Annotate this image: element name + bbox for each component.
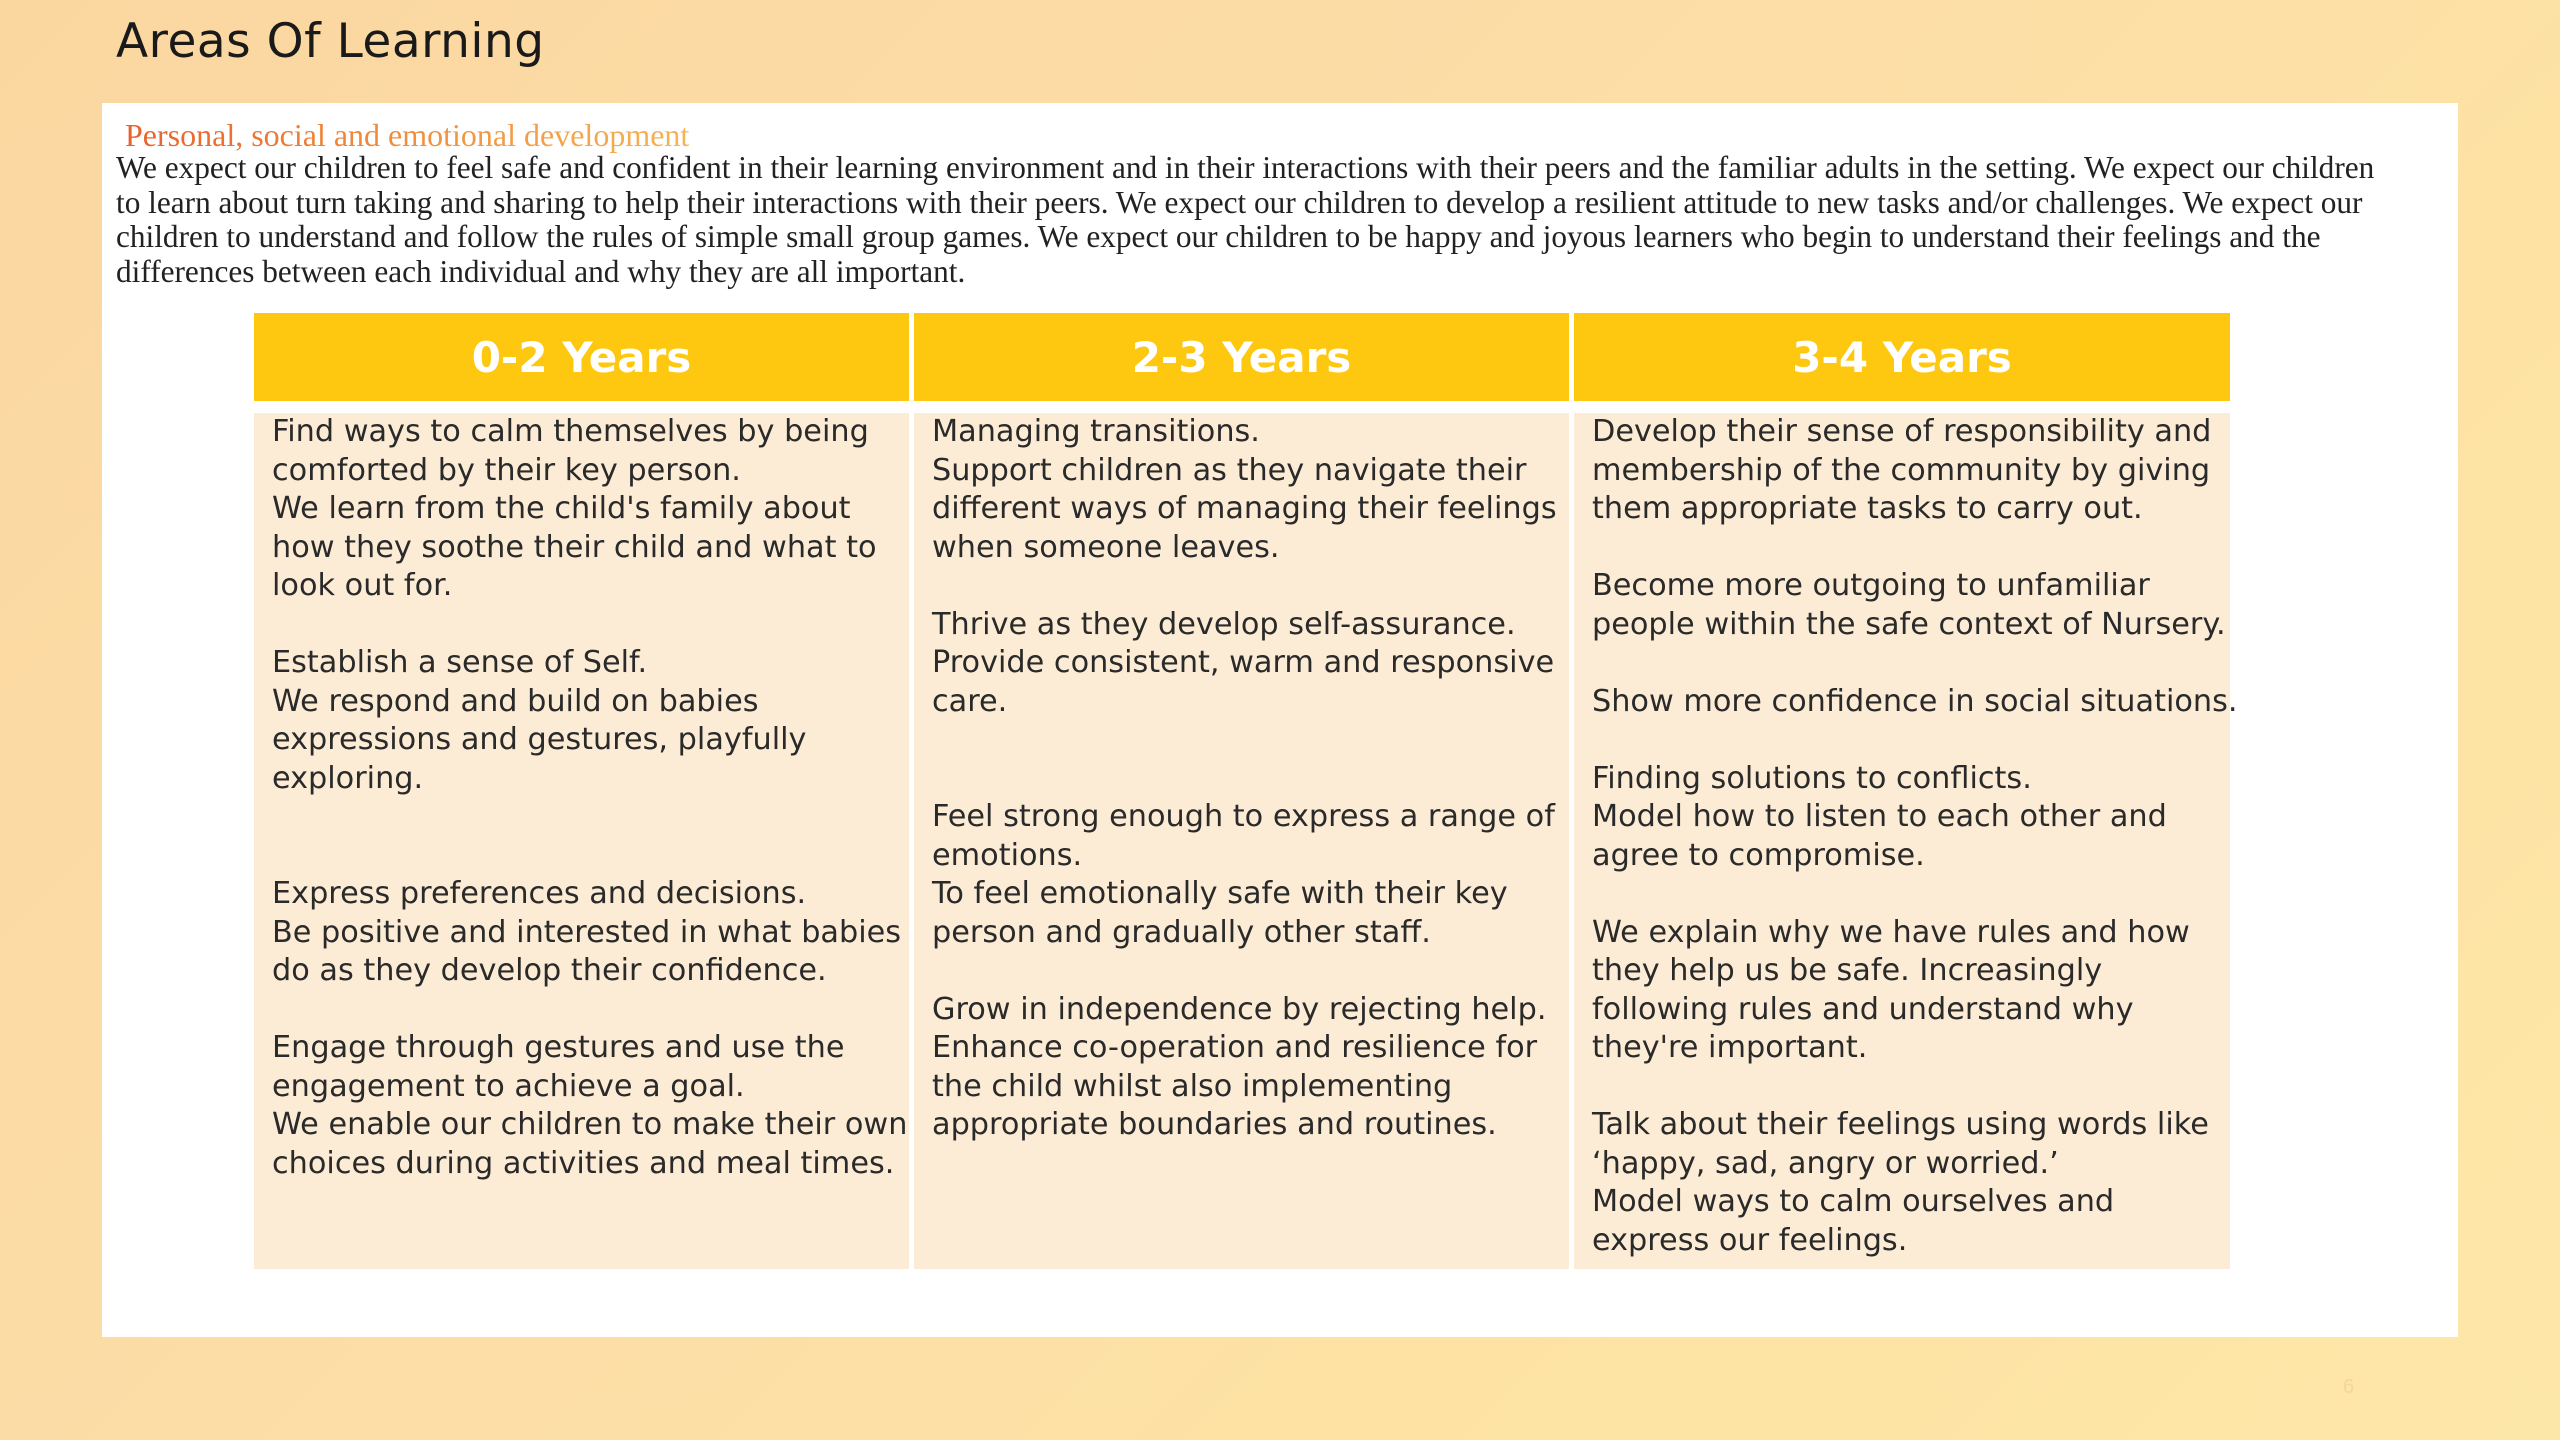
column-text-line: Show more confidence in social situations. (1592, 683, 2238, 719)
column-text-line: Thrive as they develop self-assurance. (932, 606, 1516, 642)
column-text-line: Grow in independence by rejecting help. (932, 991, 1547, 1027)
column-text-line: Express preferences and decisions. (272, 876, 807, 911)
column-text-line: when someone leaves. (932, 529, 1280, 565)
column-text-line: person and gradually other staff. (932, 914, 1431, 950)
content-panel (102, 103, 2458, 1337)
header-3-4-years: 3-4 Years (1574, 313, 2230, 401)
column-text-line: comforted by their key person. (272, 452, 741, 488)
column-text-line (1592, 721, 2216, 760)
column-text-line: agree to compromise. (1592, 837, 1925, 873)
column-text-line: different ways of managing their feelings (932, 491, 1557, 526)
column-text-line: Finding solutions to conflicts. (1592, 760, 2032, 796)
column-text-line: do as they develop their confidence. (272, 953, 827, 988)
column-text-line (272, 798, 895, 837)
section-heading: Personal, social and emotional development (125, 117, 690, 153)
column-text-line: the child whilst also implementing (932, 1068, 1453, 1104)
column-text-line: Enhance co-operation and resilience for (932, 1030, 1538, 1065)
column-text-line (1592, 1068, 2216, 1107)
column-3-4-years (1574, 413, 2238, 1269)
column-text-line: people within the safe context of Nursery. (1592, 606, 2226, 642)
column-2-3-years (914, 413, 1569, 1269)
column-text-line: expressions and gestures, playfully (272, 722, 807, 757)
column-text-line (932, 760, 1555, 799)
page-number: 6 (2343, 1376, 2355, 1398)
column-text-line: Model how to listen to each other and (1592, 799, 2167, 834)
column-text-line: Engage through gestures and use the (272, 1030, 845, 1065)
column-text-line (932, 952, 1555, 991)
column-text-line: Support children as they navigate their (932, 452, 1527, 488)
column-0-2-years (254, 413, 909, 1269)
column-text-line: To feel emotionally safe with their key (932, 876, 1508, 911)
column-text-line: express our feelings. (1592, 1222, 1908, 1258)
column-text-line: look out for. (272, 568, 453, 603)
column-text-line: they're important. (1592, 1030, 1868, 1065)
header-2-3-years: 2-3 Years (914, 313, 1569, 401)
column-text-line: they help us be safe. Increasingly (1592, 953, 2103, 988)
column-text-line: membership of the community by giving (1592, 452, 2211, 488)
column-text-line: appropriate boundaries and routines. (932, 1107, 1497, 1142)
column-text-line: ‘happy, sad, angry or worried.’ (1592, 1145, 2059, 1181)
column-text-line: Find ways to calm themselves by being (272, 414, 869, 449)
column-text-line (272, 606, 895, 645)
column-text-line: care. (932, 683, 1008, 719)
column-text-line: Be positive and interested in what babies (272, 914, 902, 950)
column-text-line (272, 991, 895, 1030)
column-text-line: Managing transitions. (932, 414, 1260, 449)
column-text-line: them appropriate tasks to carry out. (1592, 491, 2143, 526)
section-intro: We expect our children to feel safe and confident in their learning environment and in their interactions with their peers and the familiar adults in the setting. We expect our children to learn about turn taking and sharing to help their interactions with their peers. We expect our children to develop a resilient attitude to new tasks and/or challenges. We expect our children to understand and follow the rules of simple small group games. We expect our children to be happy and joyous learners who begin to understand their feelings and the differences between each individual and why they are all important. (116, 150, 2375, 289)
column-text-line: Establish a sense of Self. (272, 645, 648, 680)
column-text-line: choices during activities and meal times. (272, 1145, 895, 1181)
column-text-line (932, 721, 1555, 760)
column-text-line: Model ways to calm ourselves and (1592, 1184, 2115, 1219)
column-text-line (272, 837, 895, 876)
column-text-line: exploring. (272, 760, 424, 796)
column-text-line (932, 567, 1555, 606)
column-text-line: We enable our children to make their own (272, 1107, 908, 1142)
column-text-line: Become more outgoing to unfamiliar (1592, 568, 2150, 603)
column-text-line (1592, 529, 2216, 568)
column-text-line: engagement to achieve a goal. (272, 1068, 745, 1104)
column-text-line: We explain why we have rules and how (1592, 914, 2190, 950)
column-text-line: We respond and build on babies (272, 683, 759, 719)
column-text-line: We learn from the child's family about (272, 491, 851, 526)
header-0-2-years: 0-2 Years (254, 313, 909, 401)
slide-title: Areas Of Learning (116, 14, 545, 69)
column-text-line: emotions. (932, 837, 1083, 873)
column-text-line: following rules and understand why (1592, 991, 2134, 1027)
column-text-line: Provide consistent, warm and responsive (932, 645, 1555, 680)
column-text-line: how they soothe their child and what to (272, 529, 877, 565)
column-text-line: Feel strong enough to express a range of (932, 799, 1555, 834)
column-text-line (1592, 875, 2216, 914)
age-band-table (254, 313, 2238, 1269)
column-text-line: Talk about their feelings using words like (1592, 1107, 2209, 1142)
column-text-line: Develop their sense of responsibility and (1592, 414, 2212, 449)
column-text-line (1592, 644, 2216, 683)
